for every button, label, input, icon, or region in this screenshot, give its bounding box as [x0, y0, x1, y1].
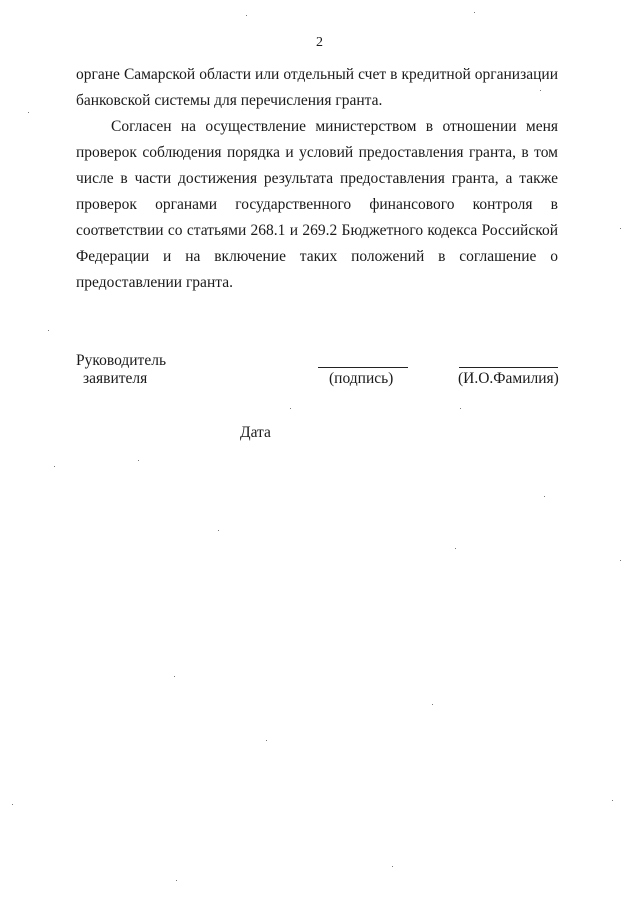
scan-speck: [266, 740, 267, 741]
scan-speck: [138, 460, 139, 461]
scan-speck: [290, 408, 291, 409]
scan-speck: [48, 330, 49, 331]
signatory-title-line2: заявителя: [83, 370, 148, 387]
date-label: Дата: [240, 424, 271, 441]
scan-speck: [176, 880, 177, 881]
page-number: 2: [316, 35, 323, 50]
scan-speck: [612, 800, 613, 801]
scan-speck: [455, 548, 456, 549]
scan-speck: [28, 112, 29, 113]
scan-speck: [620, 560, 621, 561]
paragraph-consent: Согласен на осуществление министерством в отношении меня проверок соблюдения порядка и условий предоставления гранта, в том числе в части достижения результата предоставления гранта, а также проверок органами государственного финансового контроля в соответствии со статьями 268.1 и 269.2 Бюджетного кодекса Российской Федерации и на включение таких положений в соглашение о предоставлении гранта.: [76, 118, 558, 291]
scan-speck: [12, 804, 13, 805]
scan-speck: [218, 530, 219, 531]
scan-speck: [460, 408, 461, 409]
name-caption: (И.О.Фамилия): [458, 370, 559, 387]
scan-speck: [474, 12, 475, 13]
scan-speck: [246, 15, 247, 16]
scan-speck: [392, 866, 393, 867]
signatory-title-line1: Руководитель: [76, 352, 167, 369]
scan-speck: [544, 496, 545, 497]
signature-caption: (подпись): [329, 370, 394, 387]
signature-line: [318, 367, 408, 368]
paragraph-account: органе Самарской области или отдельный счет в кредитной организации банковской системы для перечисления гранта.: [76, 66, 558, 109]
name-line: [459, 367, 558, 368]
scan-speck: [54, 466, 55, 467]
scan-speck: [174, 676, 175, 677]
scan-speck: [540, 90, 541, 91]
scan-speck: [620, 228, 621, 229]
scan-speck: [432, 704, 433, 705]
